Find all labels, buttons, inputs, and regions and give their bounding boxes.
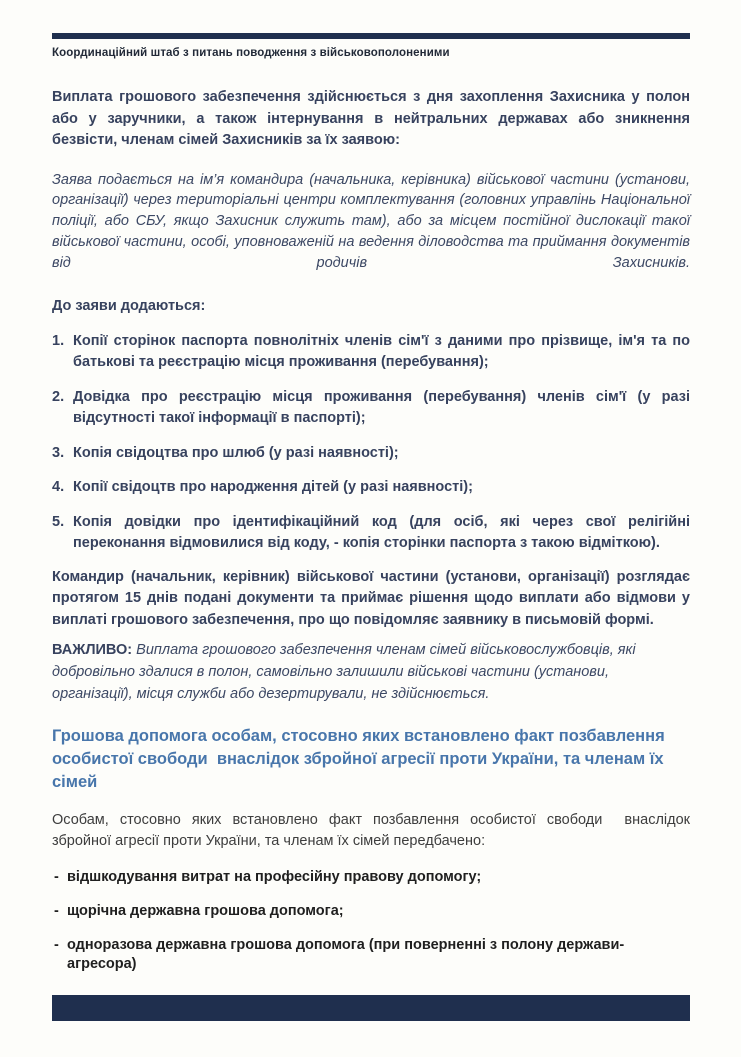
important-paragraph xyxy=(52,640,690,705)
dash-bullet-marker: - xyxy=(54,902,59,919)
attachments-title: До заяви додаються: xyxy=(52,298,206,315)
bullet-text: відшкодування витрат на професійну правову допомогу; xyxy=(67,868,482,885)
commander-paragraph: Командир (начальник, керівник) військової частини (установи, організації) розглядає протягом 15 днів подані документи та приймає рішення щодо виплати або відмови у виплаті грошового забезпечення, про що повідомляє заявнику в письмовій формі. xyxy=(52,568,690,628)
list-item-text: Довідка про реєстрацію місця проживання (перебування) членів сім'ї (у разі відсутності такої інформації в паспорті); xyxy=(73,388,690,427)
intro-paragraph: Виплата грошового забезпечення здійснюється з дня захоплення Захисника у полон або у заручники, а також інтернування в нейтральних державах або зникнення безвісти, членам сімей Захисників за їх заявою: xyxy=(52,89,690,148)
section-heading-monetary-aid: Грошова допомога особам, стосовно яких встановлено факт позбавлення особистої свободи внаслідок збройної агресії проти України, та членам їх сімей xyxy=(52,726,670,791)
bullet-text: одноразова державна грошова допомога (при поверненні з полону держави-агресора) xyxy=(67,936,625,972)
dash-bullet-marker: - xyxy=(54,868,59,885)
list-item-number: 4. xyxy=(52,479,65,496)
bullet-item xyxy=(52,868,690,887)
bullet-item xyxy=(52,936,690,974)
list-item-text: Копії сторінок паспорта повнолітніх членів сім'ї з даними про прізвище, ім'я та по батькові та реєстрацію місця проживання (перебування); xyxy=(73,332,690,371)
attachments-list xyxy=(52,331,690,555)
top-divider-bar xyxy=(52,33,690,39)
list-item-text: Копія свідоцтва про шлюб (у разі наявності); xyxy=(73,444,399,461)
list-item-number: 5. xyxy=(52,513,65,530)
list-item xyxy=(52,477,690,499)
important-label: ВАЖЛИВО: xyxy=(52,642,133,659)
document-header: Координаційний штаб з питань поводження з військовополоненими xyxy=(52,47,450,59)
list-item xyxy=(52,331,690,374)
list-item-text: Копія довідки про ідентифікаційний код (для осіб, які через свої релігійні переконання відмовилися від коду, - копія сторінки паспорта з такою відміткою). xyxy=(73,513,690,552)
aid-intro-paragraph: Особам, стосовно яких встановлено факт позбавлення особистої свободи внаслідок збройної агресії проти України, та членам їх сімей передбачено: xyxy=(52,811,695,850)
list-item-number: 2. xyxy=(52,388,65,405)
bullet-text: щорічна державна грошова допомога; xyxy=(67,902,344,919)
list-item-number: 1. xyxy=(52,332,65,349)
document-page xyxy=(0,33,741,1057)
bottom-divider-bar xyxy=(52,995,690,1021)
application-paragraph: Заява подається на ім’я командира (начальника, керівника) військової частини (установи, організації) через територіальні центри комплектування (головних управлінь Національної поліції, або СБУ, якщо Захисник служить там), або за місцем постійної дислокації такої військової частини, особі, уповноваженій на ведення діловодства та приймання документів від родичів Захисників. xyxy=(52,171,690,271)
list-item xyxy=(52,443,690,465)
aid-bullet-list xyxy=(52,868,690,974)
important-text: Виплата грошового забезпечення членам сімей військовослужбовців, які добровільно здалися в полон, самовільно залишили військові частини (установи, організації), місця служби або дезертирували, не здійснюється. xyxy=(52,642,636,703)
list-item xyxy=(52,512,690,555)
bullet-item xyxy=(52,902,690,921)
dash-bullet-marker: - xyxy=(54,936,59,953)
list-item xyxy=(52,387,690,430)
list-item-number: 3. xyxy=(52,444,65,461)
list-item-text: Копії свідоцтв про народження дітей (у разі наявності); xyxy=(73,479,473,496)
